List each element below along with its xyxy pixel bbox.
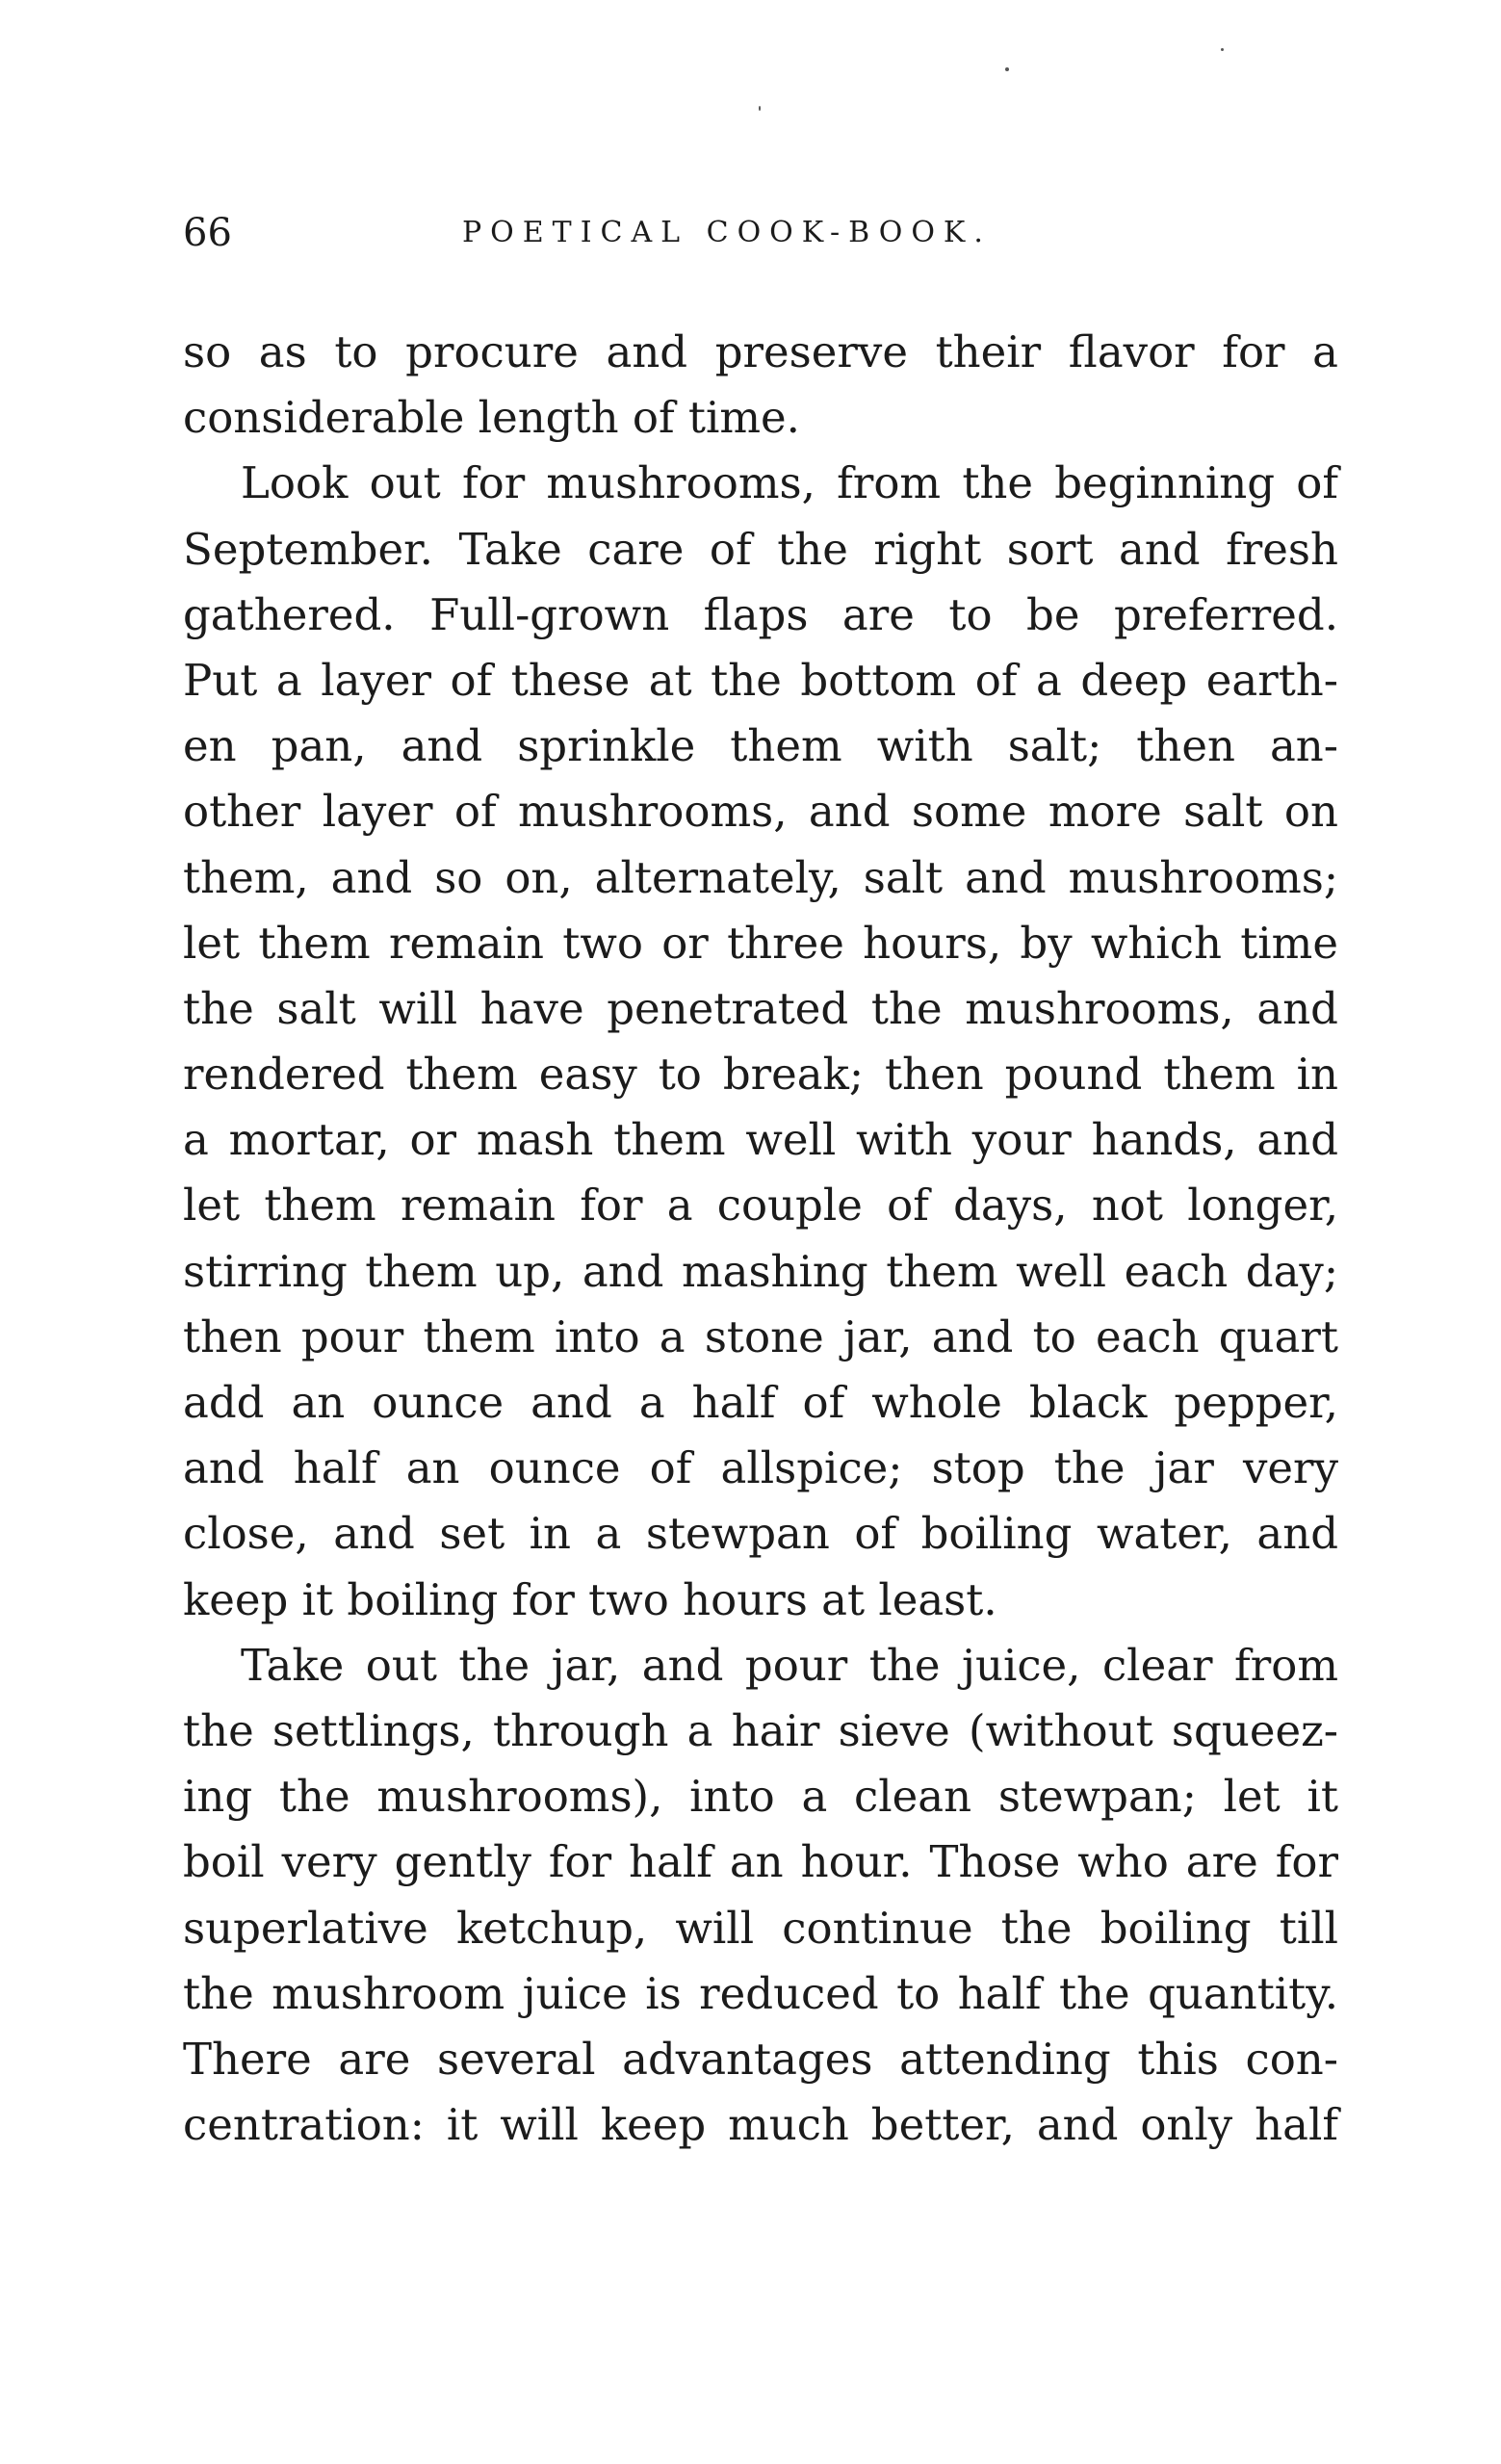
text-line: gathered. Full-grown flaps are to be preferred. bbox=[183, 588, 1338, 640]
running-title: POETICAL COOK-BOOK. bbox=[462, 216, 992, 249]
text-line: them, and so on, alternately, salt and mushrooms; bbox=[183, 851, 1338, 903]
text-line: close, and set in a stewpan of boiling water, and bbox=[183, 1508, 1338, 1560]
body-text bbox=[183, 320, 1338, 2158]
text-line: let them remain for a couple of days, not longer, bbox=[183, 1180, 1338, 1232]
text-line: add an ounce and a half of whole black pepper, bbox=[183, 1377, 1338, 1428]
text-line: the mushroom juice is reduced to half the quantity. bbox=[183, 1967, 1338, 2019]
text-line: Take out the jar, and pour the juice, clear from bbox=[241, 1639, 1338, 1691]
page-header bbox=[183, 204, 1338, 262]
page-number: 66 bbox=[183, 211, 232, 255]
text-line: let them remain two or three hours, by which time bbox=[183, 917, 1338, 969]
text-line: There are several advantages attending this con- bbox=[183, 2033, 1338, 2085]
print-speck bbox=[1221, 48, 1224, 51]
text-line: stirring them up, and mashing them well each day; bbox=[183, 1245, 1338, 1297]
text-line: the salt will have penetrated the mushrooms, and bbox=[183, 982, 1338, 1034]
text-line: superlative ketchup, will continue the boiling till bbox=[183, 1902, 1338, 1954]
text-line: September. Take care of the right sort and fresh bbox=[183, 523, 1338, 575]
text-line: considerable length of time. bbox=[183, 392, 800, 444]
text-line: centration: it will keep much better, and only half bbox=[183, 2099, 1338, 2151]
text-line: ing the mushrooms), into a clean stewpan; let it bbox=[183, 1771, 1338, 1823]
text-line: and half an ounce of allspice; stop the jar very bbox=[183, 1442, 1338, 1494]
print-speck bbox=[1005, 67, 1009, 71]
text-line: other layer of mushrooms, and some more salt on bbox=[183, 786, 1338, 838]
text-line: Look out for mushrooms, from the beginning of bbox=[241, 457, 1338, 509]
text-line: then pour them into a stone jar, and to each quart bbox=[183, 1310, 1338, 1362]
text-line: a mortar, or mash them well with your hands, and bbox=[183, 1114, 1338, 1166]
text-line: keep it boiling for two hours at least. bbox=[183, 1573, 997, 1625]
text-line: rendered them easy to break; then pound them in bbox=[183, 1049, 1338, 1101]
text-line: en pan, and sprinkle them with salt; then an- bbox=[183, 720, 1338, 772]
text-line: the settlings, through a hair sieve (without squeez- bbox=[183, 1704, 1338, 1756]
print-speck bbox=[759, 106, 761, 111]
text-line: boil very gently for half an hour. Those who are for bbox=[183, 1836, 1338, 1888]
text-line: Put a layer of these at the bottom of a deep earth- bbox=[183, 654, 1338, 706]
text-line: so as to procure and preserve their flavor for a bbox=[183, 326, 1338, 377]
